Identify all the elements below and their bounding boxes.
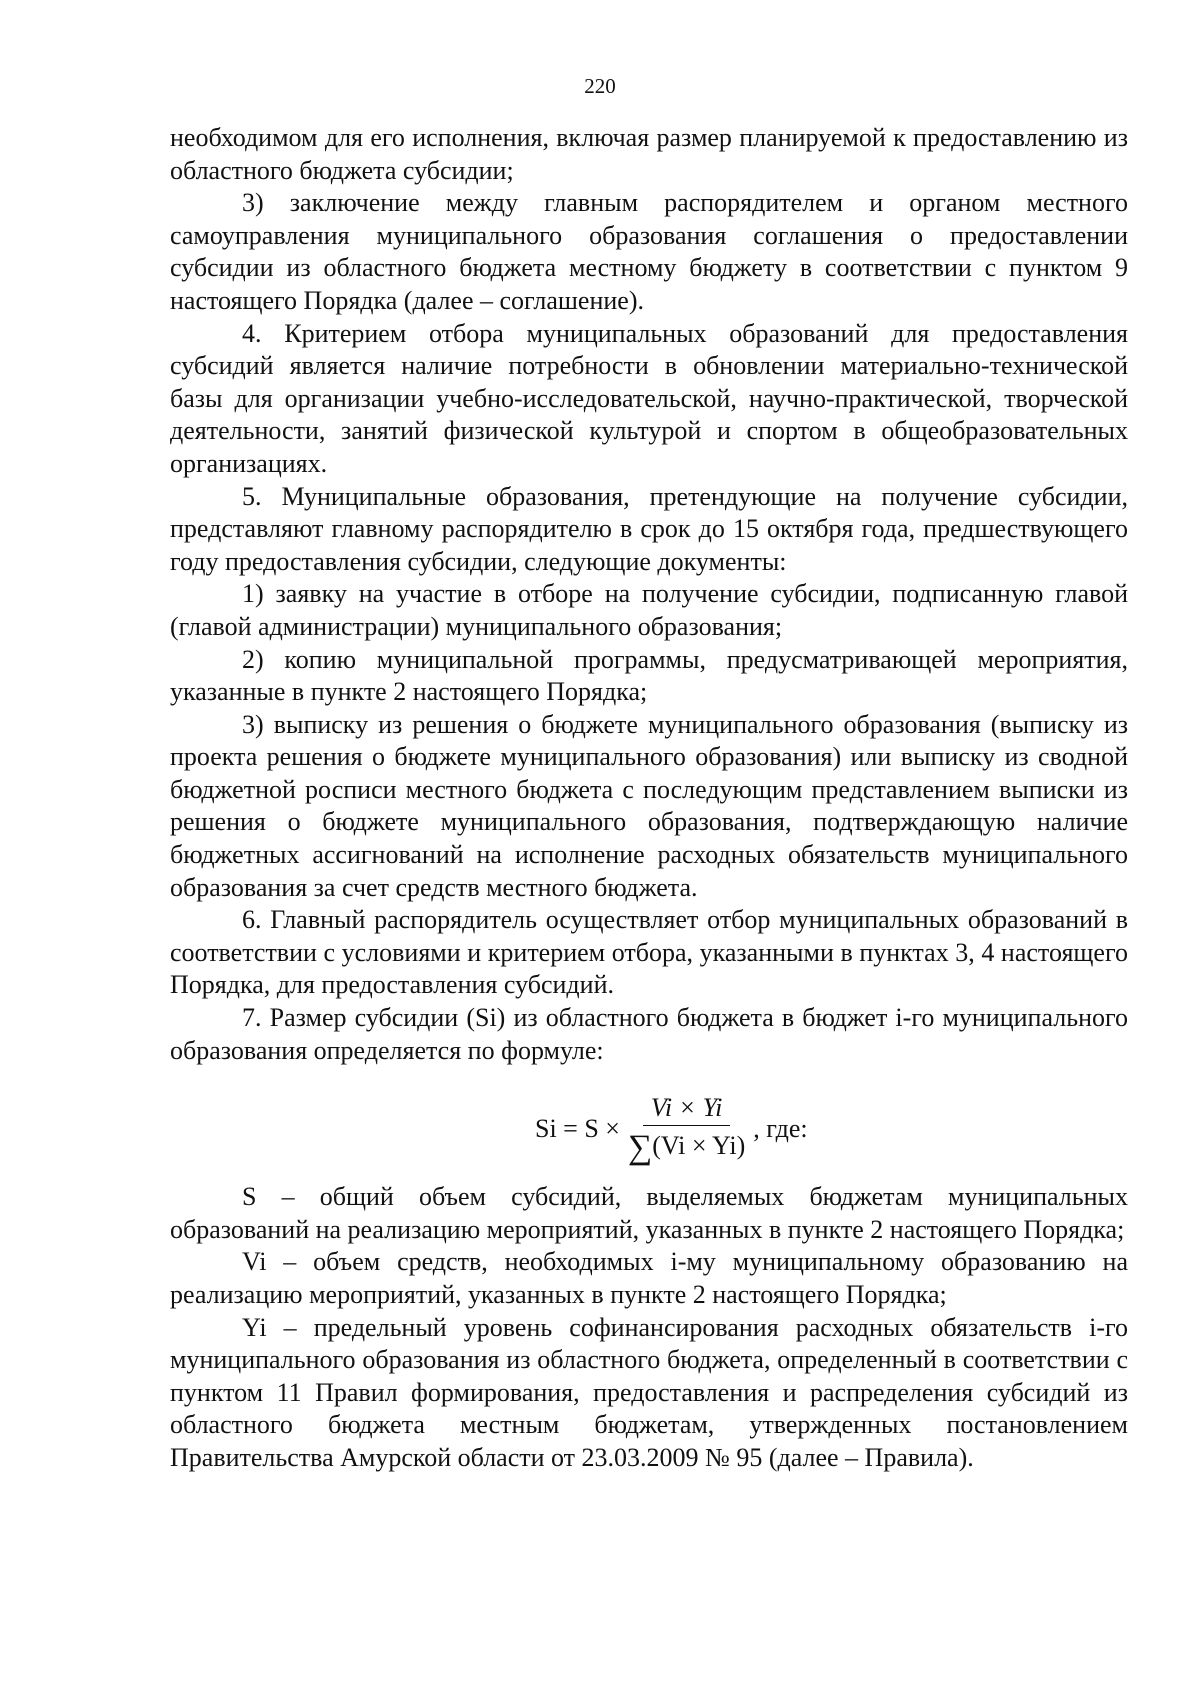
paragraph-5-item-3: 3) выписку из решения о бюджете муниципального образования (выписку из проекта решения о бюджете муниципального образования) или выписку из сводной бюджетной росписи местного бюджета с последующим представлением выписки из решения о бюджете муниципального образования, подтверждающую наличие бюджетных ассигнований на исполнение расходных обязательств муниципального образования за счет средств местного бюджета. [170, 709, 1128, 902]
paragraph-4-criterion: 4. Критерием отбора муниципальных образований для предоставления субсидий является наличие потребности в обновлении материально-технической базы для организации учебно-исследовательской, научно-практической, творческой деятельности, занятий физической культурой и спортом в общеобразовательных организациях. [170, 318, 1128, 478]
document-body [170, 122, 1128, 1475]
subsidy-formula [170, 1071, 1128, 1181]
formula-expression [535, 1091, 808, 1168]
formula-fraction [624, 1091, 749, 1168]
definition-vi: Vi – объем средств, необходимых i-му муниципальному образованию на реализацию мероприятий, указанных в пункте 2 настоящего Порядка; [170, 1247, 1128, 1309]
formula-numerator: Vi × Yi [643, 1091, 730, 1126]
paragraph-5-documents: 5. Муниципальные образования, претендующие на получение субсидии, представляют главному распорядителю в срок до 15 октября года, предшествующего году предоставления субсидии, следующие документы: [170, 481, 1128, 576]
paragraph-item-3-agreement: 3) заключение между главным распорядителем и органом местного самоуправления муниципального образования соглашения о предоставлении субсидии из областного бюджета местному бюджету в соответствии с пунктом 9 настоящего Порядка (далее – соглашение). [170, 188, 1128, 315]
formula-suffix: , где: [753, 1114, 808, 1144]
paragraph-continuation: необходимом для его исполнения, включая размер планируемой к предоставлению из областного бюджета субсидии; [170, 123, 1128, 185]
paragraph-5-item-1: 1) заявку на участие в отборе на получение субсидии, подписанную главой (главой администрации) муниципального образования; [170, 579, 1128, 641]
definition-s: S – общий объем субсидий, выделяемых бюджетам муниципальных образований на реализацию мероприятий, указанных в пункте 2 настоящего Порядка; [170, 1182, 1128, 1244]
sigma-symbol: ∑ [627, 1129, 653, 1167]
paragraph-7-formula-intro: 7. Размер субсидии (Si) из областного бюджета в бюджет i-го муниципального образования определяется по формуле: [170, 1003, 1128, 1065]
page-number: 220 [584, 74, 616, 98]
paragraph-5-item-2: 2) копию муниципальной программы, предусматривающей мероприятия, указанные в пункте 2 настоящего Порядка; [170, 644, 1128, 707]
formula-denominator-wrap [624, 1126, 749, 1168]
definition-yi: Yi – предельный уровень софинансирования расходных обязательств i-го муниципального образования из областного бюджета, определенный в соответствии с пунктом 11 Правил формирования, предоставления и распределения субсидий из областного бюджета местным бюджетам, утвержденных постановлением Правительства Амурской области от 23.03.2009 № 95 (далее – Правила). [170, 1312, 1128, 1472]
formula-lhs: Si = S × [535, 1114, 620, 1144]
paragraph-6-selection: 6. Главный распорядитель осуществляет отбор муниципальных образований в соответствии с условиями и критерием отбора, указанными в пунктах 3, 4 настоящего Порядка, для предоставления субсидий. [170, 905, 1128, 1000]
formula-denominator: (Vi × Yi) [652, 1131, 746, 1161]
